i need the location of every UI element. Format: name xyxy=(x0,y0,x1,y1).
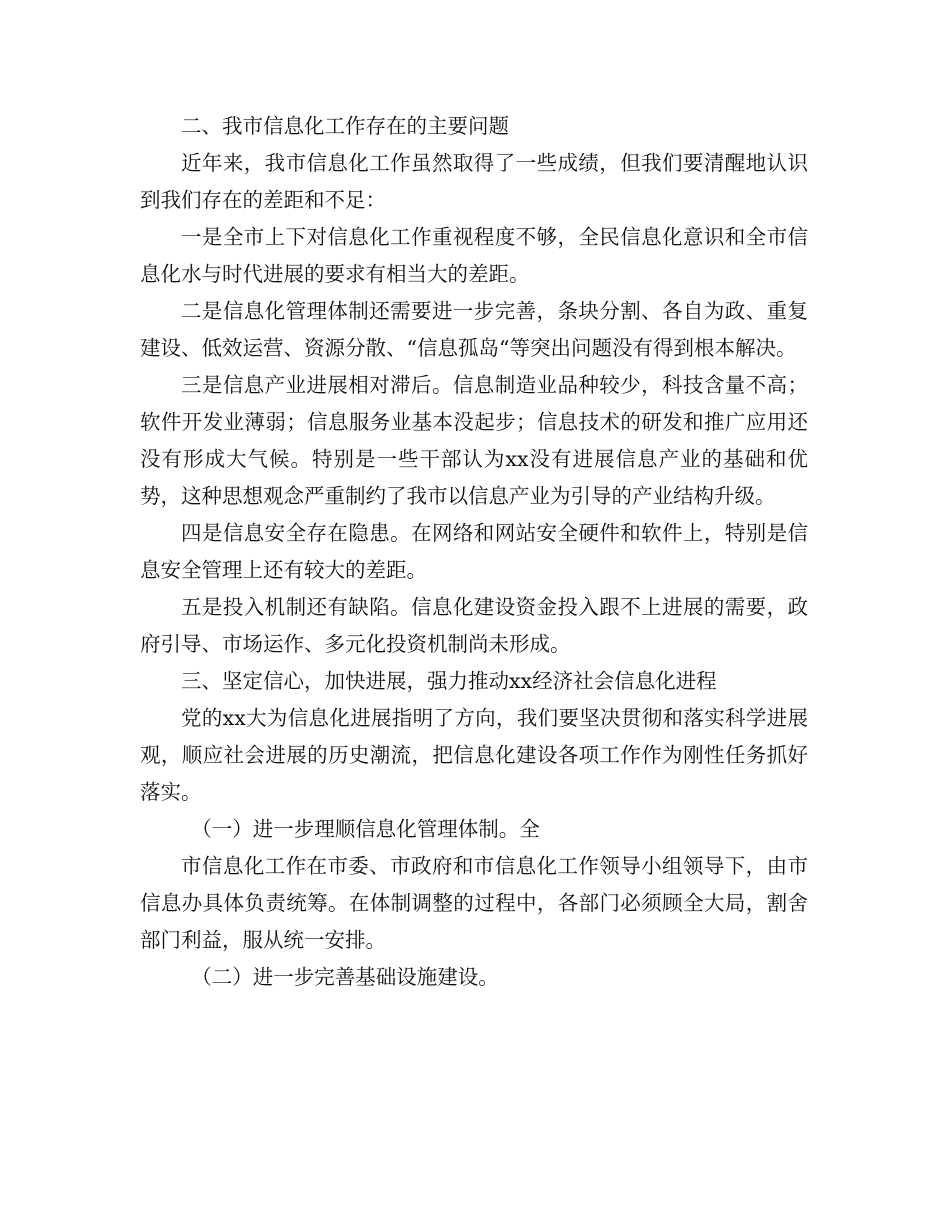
subheading-1: （一）进一步理顺信息化管理体制。全 xyxy=(191,817,540,841)
paragraph-problem-3: 三是信息产业进展相对滞后。信息制造业品种较少，科技含量不高；软件开发业薄弱；信息服务业基本没起步；信息技术的研发和推广应用还没有形成大气候。特别是一些干部认为xx没有进展信息产业的基础和优势，这种思想观念严重制约了我市以信息产业为引导的产业结构升级。 xyxy=(140,373,808,508)
paragraph-sub-1: 市信息化工作在市委、市政府和市信息化工作领导小组领导下，由市信息办具体负责统筹。在体制调整的过程中，各部门必须顾全大局，割舍部门利益，服从统一安排。 xyxy=(140,854,808,952)
section-3-heading: 三、坚定信心，加快进展，强力推动xx经济社会信息化进程 xyxy=(181,669,717,693)
paragraph-problem-5: 五是投入机制还有缺陷。信息化建设资金投入跟不上进展的需要，政府引导、市场运作、多元化投资机制尚未形成。 xyxy=(140,595,808,656)
section-2-heading: 二、我市信息化工作存在的主要问题 xyxy=(181,114,509,138)
paragraph-problem-4: 四是信息安全存在隐患。在网络和网站安全硬件和软件上，特别是信息安全管理上还有较大的差距。 xyxy=(140,521,808,582)
subheading-2: （二）进一步完善基础设施建设。 xyxy=(191,965,499,989)
paragraph-intro: 近年来，我市信息化工作虽然取得了一些成绩，但我们要清醒地认识到我们存在的差距和不足： xyxy=(140,151,808,212)
paragraph-problem-1: 一是全市上下对信息化工作重视程度不够，全民信息化意识和全市信息化水与时代进展的要求有相当大的差距。 xyxy=(140,225,808,286)
document-body xyxy=(140,108,808,996)
paragraph-section-3-intro: 党的xx大为信息化进展指明了方向，我们要坚决贯彻和落实科学进展观，顺应社会进展的历史潮流，把信息化建设各项工作作为刚性任务抓好落实。 xyxy=(140,706,808,804)
paragraph-problem-2: 二是信息化管理体制还需要进一步完善，条块分割、各自为政、重复建设、低效运营、资源分散、“信息孤岛“等突出问题没有得到根本解决。 xyxy=(140,299,808,360)
